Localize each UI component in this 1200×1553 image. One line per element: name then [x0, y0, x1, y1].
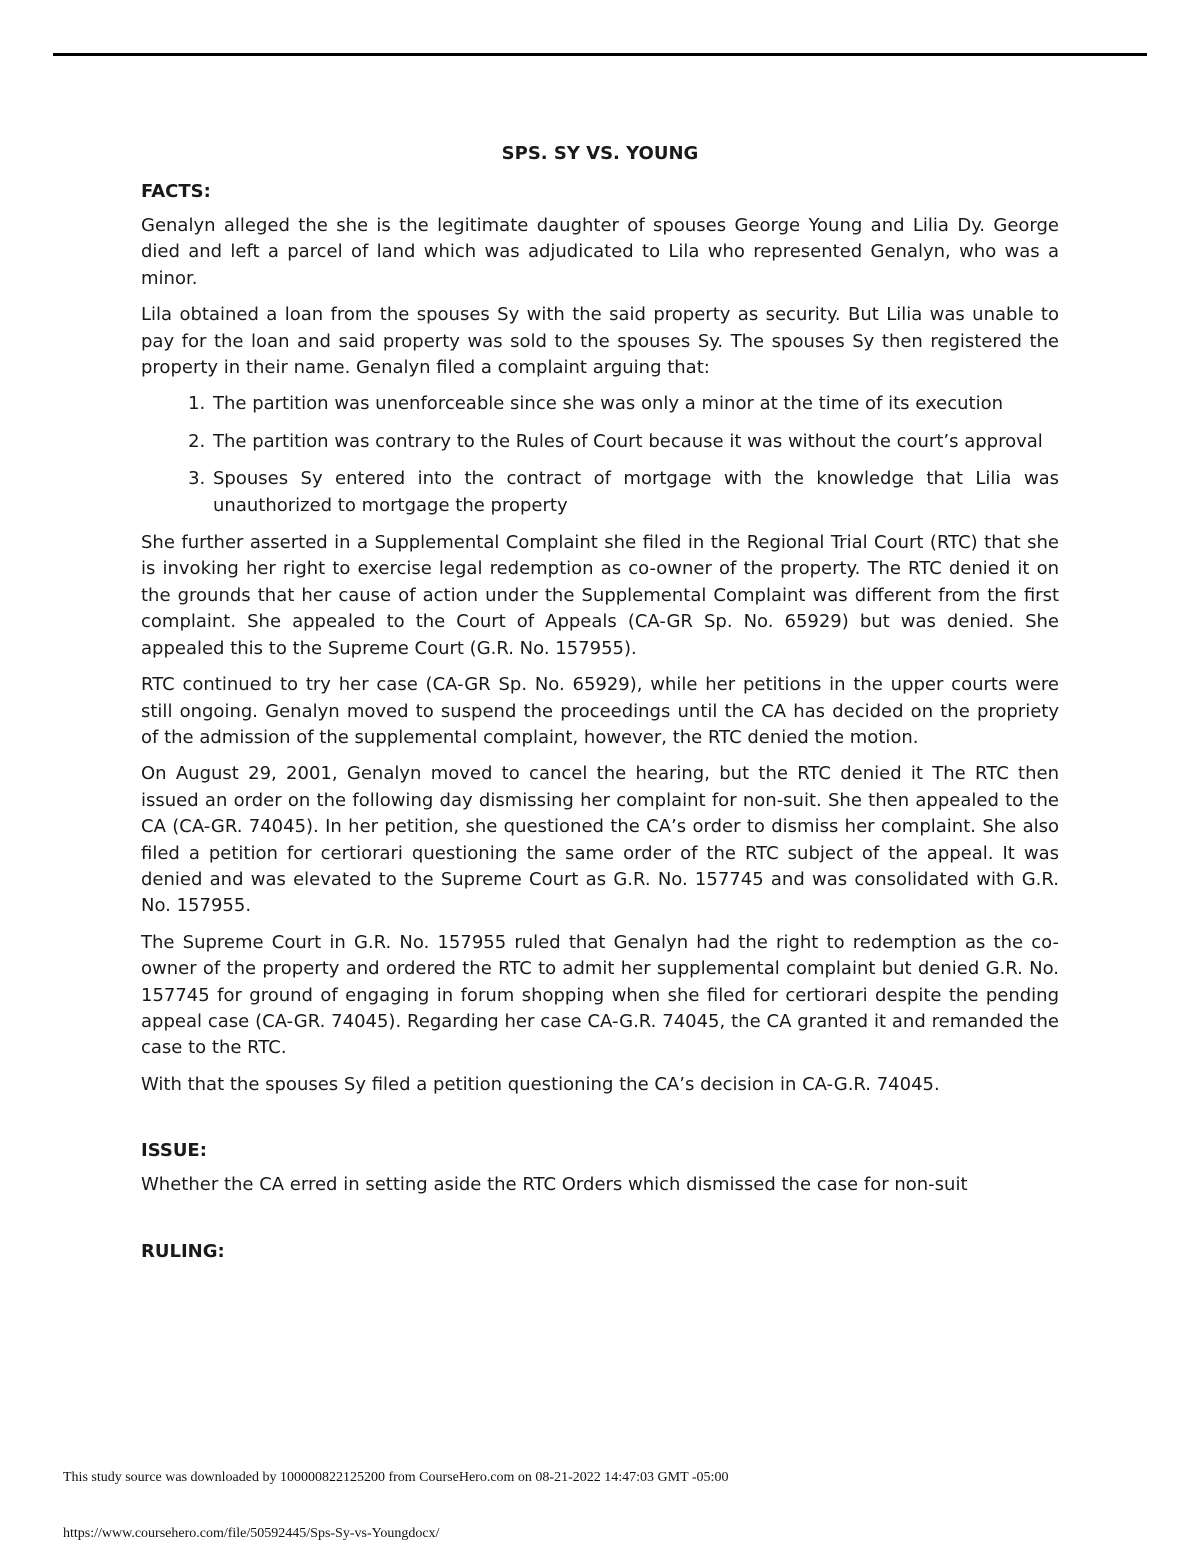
facts-numbered-list	[141, 391, 1059, 519]
facts-paragraph-1: Genalyn alleged the she is the legitimate daughter of spouses George Young and Lilia Dy. George died and left a parcel of land which was adjudicated to Lila who represented Genalyn, who was a minor.	[141, 215, 1059, 289]
facts-paragraph-5: On August 29, 2001, Genalyn moved to cancel the hearing, but the RTC denied it The RTC then issued an order on the following day dismissing her complaint for non-suit. She then appealed to the CA (CA-GR. 74045). In her petition, she questioned the CA’s order to dismiss her complaint. She also filed a petition for certiorari questioning the same order of the RTC subject of the appeal. It was denied and was elevated to the Supreme Court as G.R. No. 157745 and was consolidated with G.R. No. 157955.	[141, 763, 1059, 917]
facts-paragraph-4: RTC continued to try her case (CA-GR Sp. No. 65929), while her petitions in the upper courts were still ongoing. Genalyn moved to suspend the proceedings until the CA has decided on the propriety of the admission of the supplemental complaint, however, the RTC denied the motion.	[141, 674, 1059, 748]
facts-list-item-1: 1. The partition was unenforceable since she was only a minor at the time of its execution	[211, 391, 1059, 417]
facts-heading: FACTS:	[141, 181, 211, 202]
ruling-heading: RULING:	[141, 1240, 225, 1262]
download-source-notice: This study source was downloaded by 100000822125200 from CourseHero.com on 08-21-2022 14:47:03 GMT -05:00	[63, 1470, 729, 1485]
issue-heading: ISSUE:	[141, 1140, 207, 1162]
facts-list-item-3: 3. Spouses Sy entered into the contract of mortgage with the knowledge that Lilia was unauthorized to mortgage the property	[211, 466, 1059, 519]
source-url[interactable]: https://www.coursehero.com/file/50592445/Sps-Sy-vs-Youngdocx/	[63, 1526, 440, 1541]
facts-paragraph-6: The Supreme Court in G.R. No. 157955 ruled that Genalyn had the right to redemption as the co-owner of the property and ordered the RTC to admit her supplemental complaint but denied G.R. No. 157745 for ground of engaging in forum shopping when she filed for certiorari despite the pending appeal case (CA-GR. 74045). Regarding her case CA-G.R. 74045, the CA granted it and remanded the case to the RTC.	[141, 931, 1059, 1059]
top-horizontal-rule	[53, 53, 1147, 56]
facts-list-item-2: 2. The partition was contrary to the Rules of Court because it was without the court’s approval	[211, 429, 1059, 455]
issue-text: Whether the CA erred in setting aside the RTC Orders which dismissed the case for non-suit	[141, 1174, 968, 1196]
document-title: SPS. SY VS. YOUNG	[501, 143, 699, 164]
facts-paragraph-7: With that the spouses Sy filed a petition questioning the CA’s decision in CA-G.R. 74045.	[141, 1073, 940, 1095]
facts-paragraph-2: Lila obtained a loan from the spouses Sy with the said property as security. But Lilia was unable to pay for the loan and said property was sold to the spouses Sy. The spouses Sy then registered the property in their name. Genalyn filed a complaint arguing that:	[141, 304, 1059, 379]
document-body	[141, 141, 1059, 1273]
facts-paragraph-3: She further asserted in a Supplemental Complaint she filed in the Regional Trial Court (RTC) that she is invoking her right to exercise legal redemption as co-owner of the property. The RTC denied it on the grounds that her cause of action under the Supplemental Complaint was different from the first complaint. She appealed to the Court of Appeals (CA-GR Sp. No. 65929) but was denied. She appealed this to the Supreme Court (G.R. No. 157955).	[141, 532, 1059, 659]
